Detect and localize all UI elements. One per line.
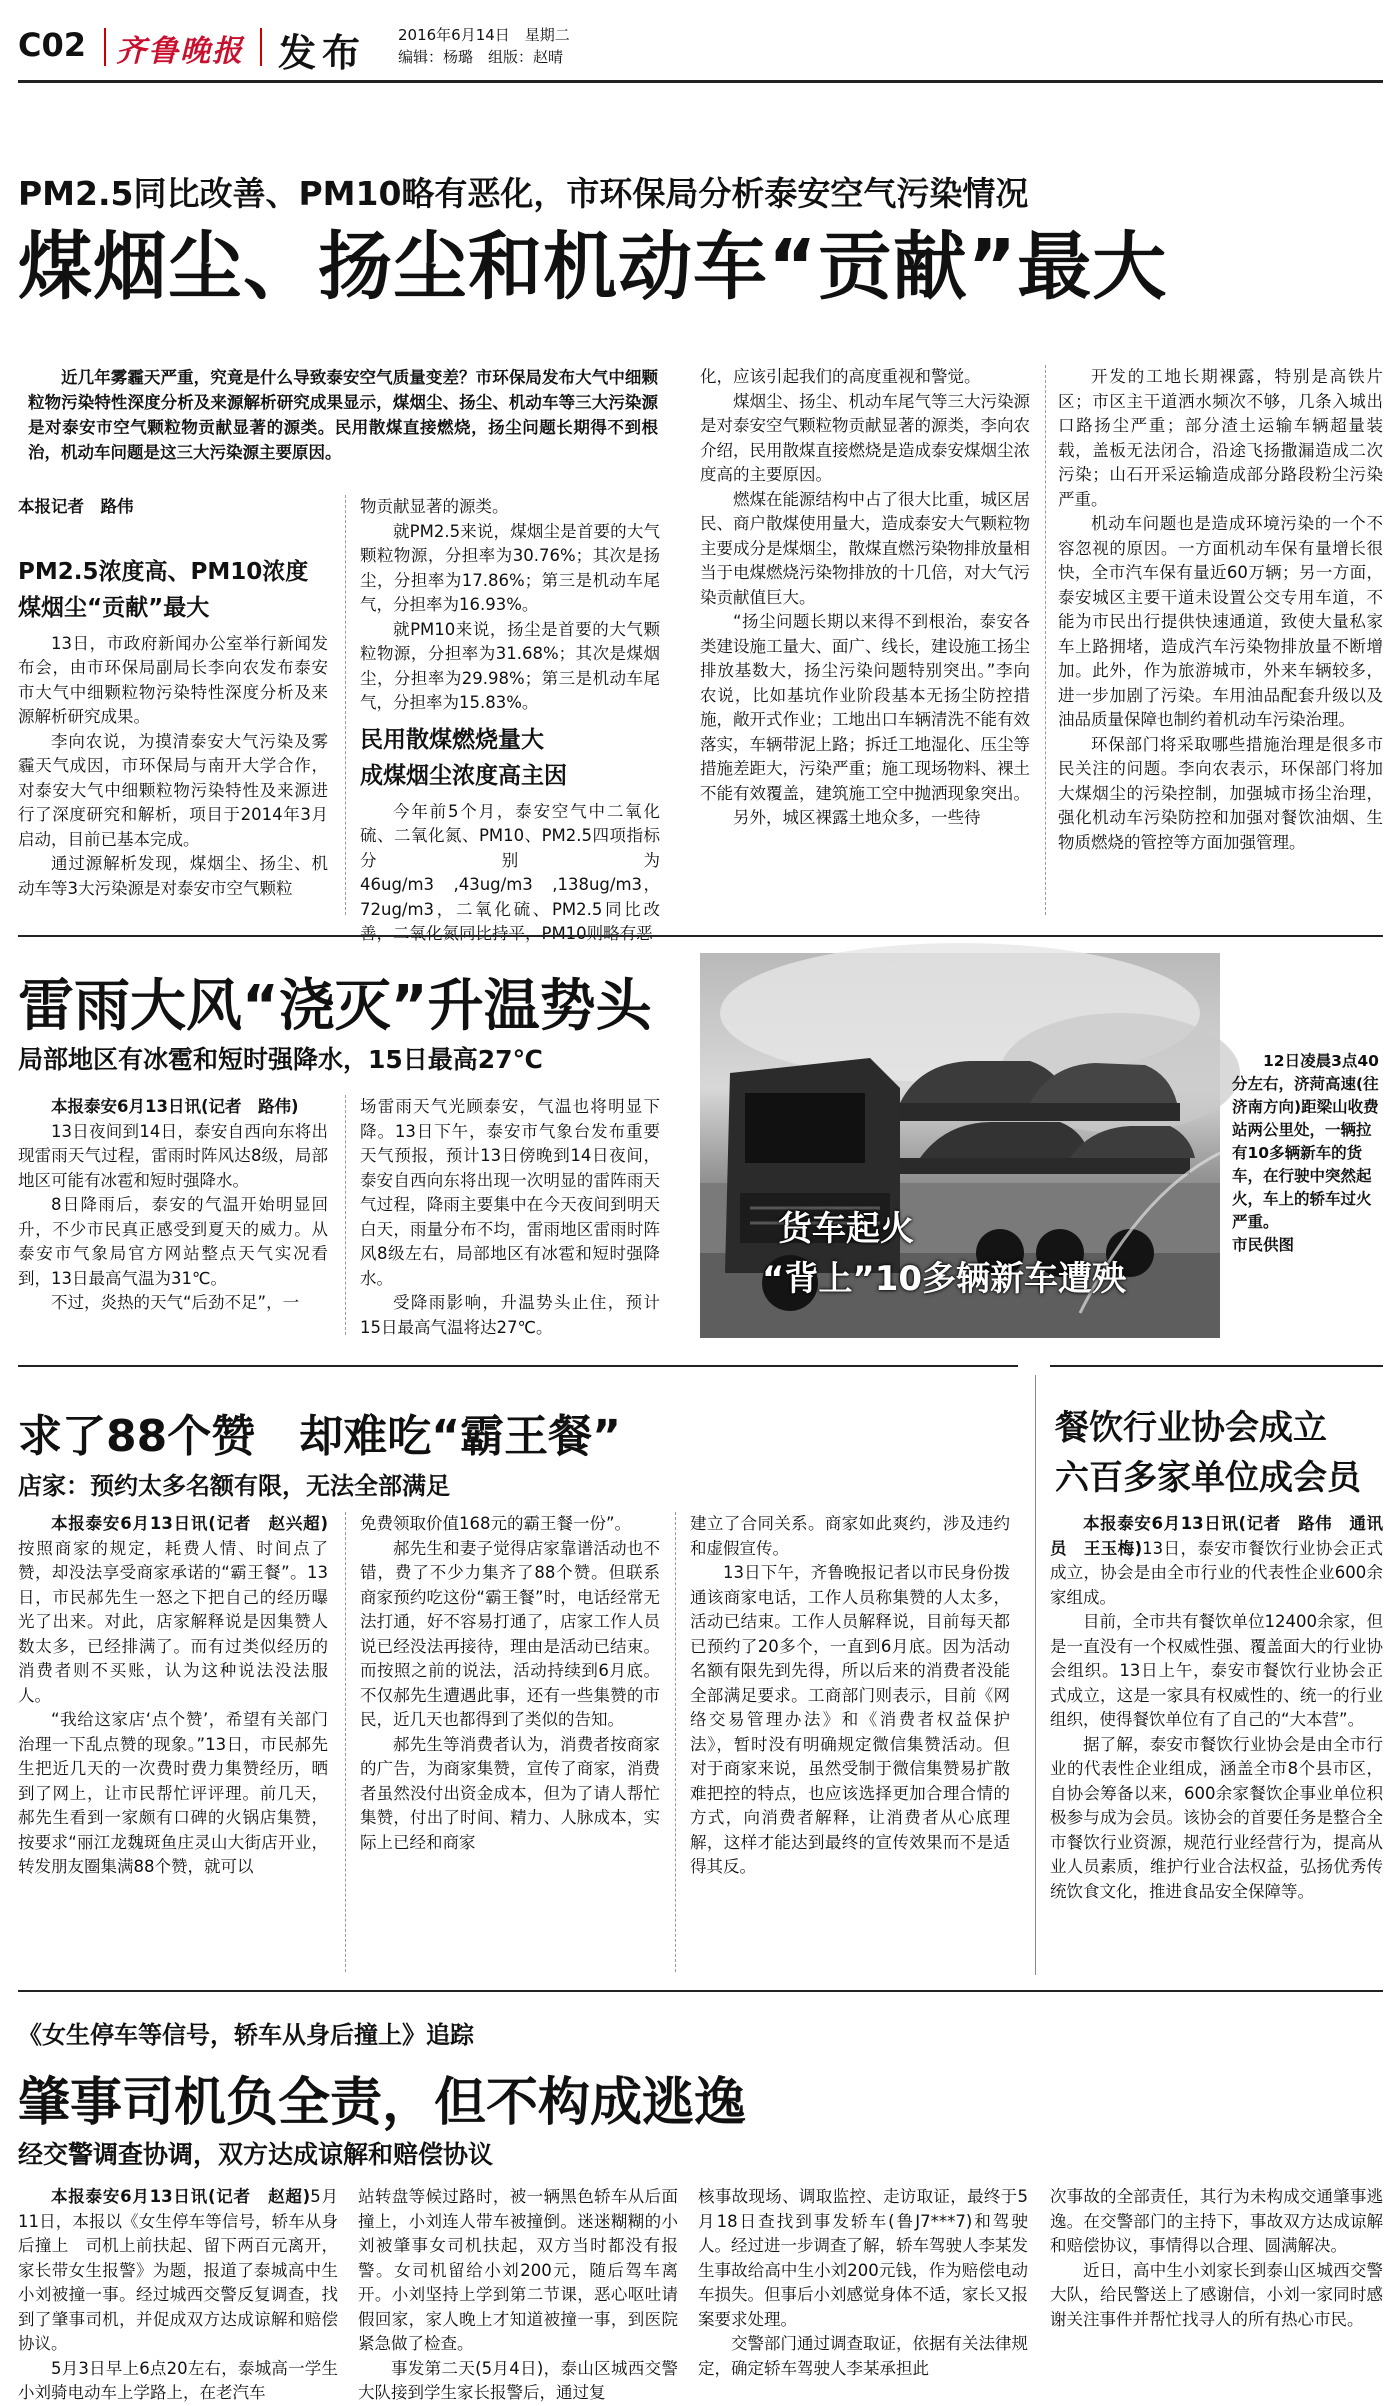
paragraph: 站转盘等候过路时，被一辆黑色轿车从后面撞上，小刘连人带车被撞倒。迷迷糊糊的小刘被肇事女司机扶起，双方当时都没有报警。女司机留给小刘200元，随后驾车离开。小刘坚持上学到第二节课，恶心呕吐请假回家，家人晚上才知道被撞一事，到医院紧急做了检查。 [358, 2187, 678, 2353]
paragraph: 13日下午，齐鲁晚报记者以市民身份拨通该商家电话，工作人员称集赞的人太多，活动已结束。工作人员解释说，目前每天都已预约了20多个，一直到6月底。因为活动名额有限先到先得，所以后来的消费者没能全部满足要求。工商部门则表示，目前《网络交易管理办法》和《消费者权益保护法》，暂时没有明确规定微信集赞活动。但对于商家来说，虽然受制于微信集赞易扩散难把控的特点，也应该选择更加合理合情的方式，向消费者解释，让消费者从心底理解，这样才能达到最终的宣传效果而不是适得其反。 [690, 1563, 1010, 1876]
byline: 本报记者 路伟 [18, 497, 134, 516]
article5-col3 [698, 2185, 1028, 2390]
paragraph: 燃煤在能源结构中占了很大比重，城区居民、商户散煤使用量大，造成泰安大气颗粒物主要成分是煤烟尘，散煤直燃污染物排放量相当于电煤燃烧污染物排放的十几倍，对大气污染贡献值巨大。 [700, 489, 1030, 607]
photo-title-1: 货车起火 [778, 1209, 914, 1249]
paragraph: 今年前5个月，泰安空气中二氧化硫、二氧化氮、PM10、PM2.5四项指标分别为46ug/m3 ,43ug/m3 ,138ug/m3，72ug/m3，二氧化硫、PM2.5同比改善，二氧化氮同比持平，PM10则略有恶 [360, 801, 660, 943]
article1-kicker: PM2.5同比改善、PM10略有恶化，市环保局分析泰安空气污染情况 [18, 174, 1029, 213]
paper-logo: 齐鲁晚报 [116, 34, 244, 69]
article2-subhead: 局部地区有冰雹和短时强降水，15日最高27℃ [18, 1045, 543, 1074]
paragraph: 就PM2.5来说，煤烟尘是首要的大气颗粒物源，分担率为30.76%；其次是扬尘，分担率为17.86%；第三是机动车尾气，分担率为16.93%。 [360, 521, 660, 614]
paragraph [18, 2185, 338, 2357]
paragraph: 13日，市政府新闻办公室举行新闻发布会，由市环保局副局长李向农发布泰安市大气中细颗粒物污染特性深度分析及来源解析研究成果。 [18, 633, 328, 726]
news-photo [700, 953, 1220, 1338]
paragraph: 13日夜间到14日，泰安自西向东将出现雷雨天气过程，雷雨时阵风达8级，局部地区可能有冰雹和短时强降水。 [18, 1121, 328, 1190]
article4-headline-2: 六百多家单位成会员 [1055, 1458, 1361, 1498]
paragraph: 开发的工地长期裸露，特别是高铁片区；市区主干道洒水频次不够，几条入城出口路扬尘严重；部分渣土运输车辆超量装载，盖板无法闭合，沿途飞扬撒漏造成二次污染；山石开采运输造成部分路段粉尘污染严重。 [1058, 367, 1383, 509]
masthead-rule [18, 80, 1383, 83]
paragraph: 机动车问题也是造成环境污染的一个不容忽视的原因。一方面机动车保有量增长很快，全市汽车保有量近60万辆；另一方面，泰安城区主要干道未设置公交专用车道，不能为市民出行提供快速通道，致使大量私家车上路拥堵，造成汽车污染物排放量不断增加。此外，作为旅游城市，外来车辆较多，进一步加剧了污染。车用油品配套升级以及油品质量保障也制约着机动车污染治理。 [1058, 514, 1383, 729]
byline: 本报泰安6月13日讯(记者 路伟 通讯员 王玉梅) [1050, 1514, 1383, 1558]
paragraph: 建立了合同关系。商家如此爽约，涉及违约和虚假宣传。 [690, 1514, 1010, 1558]
article5-col1 [18, 2185, 338, 2402]
subheading: PM2.5浓度高、PM10浓度 煤烟尘“贡献”最大 [18, 558, 309, 621]
paragraph: 不过，炎热的天气“后劲不足”，一 [51, 1293, 300, 1312]
column-rule [1045, 365, 1046, 915]
paragraph: 核事故现场、调取监控、走访取证，最终于5月18日查找到事发轿车(鲁J7***7)和驾驶人。经过进一步调查了解，轿车驾驶人李某发生事故给高中生小刘200元钱，作为赔偿电动车损失。但事后小刘感觉身体不适，家长又报案要求处理。 [698, 2187, 1028, 2329]
paragraph: 事发第二天(5月4日)，泰山区城西交警大队接到学生家长报警后，通过复 [358, 2358, 678, 2402]
photo-caption [1232, 1050, 1382, 1340]
paragraph: 次事故的全部责任，其行为未构成交通肇事逃逸。在交警部门的主持下，事故双方达成谅解和赔偿协议，事情得以合理、圆满解决。 [1050, 2187, 1383, 2255]
column-rule [345, 1095, 346, 1335]
byline: 本报泰安6月13日讯(记者 路伟) [51, 1097, 299, 1116]
paragraph [18, 1512, 328, 1708]
byline: 本报泰安6月13日讯(记者 赵兴超) [51, 1514, 328, 1533]
subheading: 民用散煤燃烧量大 成煤烟尘浓度高主因 [360, 726, 567, 789]
article4-headline-1: 餐饮行业协会成立 [1055, 1408, 1327, 1448]
article5-col2 [358, 2185, 678, 2402]
article5-col4 [1050, 2185, 1383, 2390]
page-code: C02 [18, 26, 87, 64]
paragraph: “扬尘问题长期以来得不到根治，泰安各类建设施工量大、面广、线长，建设施工扬尘排放基数大，扬尘污染问题特别突出。”李向农说，比如基坑作业阶段基本无扬尘防控措施，敞开式作业；工地出口车辆清洗不能有效落实，车辆带泥上路；拆迁工地湿化、压尘等措施差距大，污染严重；施工现场物料、裸土不能有效覆盖，建筑施工空中抛洒现象突出。 [700, 612, 1030, 803]
paragraph: 目前，全市共有餐饮单位12400余家，但是一直没有一个权威性强、覆盖面大的行业协会组织。13日上午，泰安市餐饮行业协会正式成立，这是一家具有权威性的、统一的行业组织，使得餐饮单位有了自己的“大本营”。 [1050, 1612, 1383, 1729]
column-rule [345, 1512, 346, 1972]
paragraph: 通过源解析发现，煤烟尘、扬尘、机动车等3大污染源是对泰安市空气颗粒 [18, 854, 328, 898]
paragraph: 环保部门将采取哪些措施治理是很多市民关注的问题。李向农表示，环保部门将加大煤烟尘的污染控制，加强城市扬尘治理，强化机动车污染防控和加强对餐饮油烟、生物质燃烧的管控等方面加强管理。 [1058, 734, 1383, 852]
photo-title-2: “背上”10多辆新车遭殃 [762, 1259, 1127, 1299]
article3-col1 [18, 1512, 328, 1972]
paragraph: 5月3日早上6点20左右，泰城高一学生小刘骑电动车上学路上，在老汽车 [18, 2358, 338, 2402]
article1-lead [28, 365, 658, 465]
paragraph: 煤烟尘、扬尘、机动车尾气等三大污染源是对泰安空气颗粒物贡献显著的源类，李向农介绍，民用散煤直接燃烧是造成泰安煤烟尘浓度高的主要原因。 [700, 391, 1030, 484]
paragraph: 受降雨影响，升温势头止住，预计15日最高气温将达27℃。 [360, 1293, 660, 1337]
column-rule [1035, 1375, 1036, 1975]
article2-col2 [360, 1095, 660, 1335]
article5-headline: 肇事司机负全责，但不构成逃逸 [18, 2073, 747, 2133]
article3-col2 [360, 1512, 660, 1972]
divider [260, 28, 262, 66]
article2-col1 [18, 1095, 328, 1335]
section-rule [1050, 1365, 1383, 1367]
issue-date: 2016年6月14日 星期二 [398, 26, 570, 44]
article1-col4 [1058, 365, 1383, 915]
article1-col3 [700, 365, 1030, 915]
paragraph: 据了解，泰安市餐饮行业协会是由全市行业的代表性企业组成，涵盖全市8个县市区，自协会筹备以来，600余家餐饮企事业单位积极参与成为会员。该协会的首要任务是整合全市餐饮行业资源，规范行业经营行为，提高从业人员素质，维护行业合法权益，弘扬优秀传统饮食文化，推进食品安全保障等。 [1050, 1734, 1383, 1901]
paragraph: 李向农说，为摸清泰安大气污染及雾霾天气成因，市环保局与南开大学合作，对泰安大气中细颗粒物污染特性及来源进行了深度研究和解析，项目于2014年3月启动，目前已基本完成。 [18, 731, 328, 849]
paragraph: 郝先生等消费者认为，消费者按商家的广告，为商家集赞，宣传了商家，消费者虽然没付出资金成本，但为了请人帮忙集赞，付出了时间、精力、人脉成本，实际上已经和商家 [360, 1734, 660, 1852]
section-rule [18, 1365, 1018, 1367]
paragraph: 场雷雨天气光顾泰安，气温也将明显下降。13日下午，泰安市气象台发布重要天气预报，预计13日傍晚到14日夜间，泰安自西向东将出现一次明显的雷阵雨天气过程，降雨主要集中在今天夜间到明天白天，雨量分布不均，雷雨地区雷雨时阵风8级左右，局部地区有冰雹和短时强降水。 [360, 1097, 660, 1288]
paragraph: 免费领取价值168元的霸王餐一份”。 [360, 1514, 632, 1533]
paragraph-text: 13日，泰安市餐饮行业协会正式成立，协会是由全市行业的代表性企业600余家组成。 [1050, 1538, 1384, 1607]
paragraph-text: 5月11日，本报以《女生停车等信号，轿车从身后撞上 司机上前扶起、留下两百元离开，家长带女生报警》为题，报道了泰城高中生小刘被撞一事。经过城西交警反复调查，找到了肇事司机，并促成双方达成谅解和赔偿协议。 [18, 2187, 338, 2353]
article3-col3 [690, 1512, 1010, 1972]
paragraph: 8日降雨后，泰安的气温开始明显回升，不少市民真正感受到夏天的威力。从泰安市气象局官方网站整点天气实况看到，13日最高气温为31℃。 [18, 1195, 328, 1288]
lead-paragraph: 近几年雾霾天严重，究竟是什么导致泰安空气质量变差？市环保局发布大气中细颗粒物污染特性深度分析及来源解析研究成果显示，煤烟尘、扬尘、机动车等三大污染源是对泰安市空气颗粒物贡献显著的源类。民用散煤直接燃烧，扬尘问题长期得不到根治，机动车问题是这三大污染源主要原因。 [28, 368, 658, 462]
paragraph: 就PM10来说，扬尘是首要的大气颗粒物源，分担率为31.68%；其次是煤烟尘，分担率为29.98%；第三是机动车尾气，分担率为15.83%。 [360, 619, 660, 712]
article4-col [1050, 1512, 1383, 1972]
article2-headline: 雷雨大风“浇灭”升温势头 [18, 974, 652, 1039]
photo-credit: 市民供图 [1232, 1236, 1295, 1254]
section-rule [18, 935, 1383, 937]
article1-col2 [360, 495, 660, 943]
article3-subhead: 店家：预约太多名额有限，无法全部满足 [18, 1472, 450, 1500]
editors-line: 编辑：杨璐 组版：赵晴 [398, 48, 564, 66]
section-name: 发布 [278, 31, 367, 75]
masthead [0, 0, 1395, 80]
paragraph: 另外，城区裸露土地众多，一些待 [733, 808, 981, 827]
paragraph-text: 按照商家的规定，耗费人情、时间点了赞，却没法享受商家承诺的“霸王餐”。13日，市民郝先生一怒之下把自己的经历曝光了出来。对此，店家解释说是因集赞人数太多，已经排满了。而有过类似经历的消费者则不买账，认为这种说法没法服人。 [18, 1538, 328, 1705]
column-rule [345, 495, 346, 915]
paragraph: 化，应该引起我们的高度重视和警觉。 [700, 367, 981, 386]
article1-headline: 煤烟尘、扬尘和机动车“贡献”最大 [18, 224, 1168, 310]
paragraph: 郝先生和妻子觉得店家靠谱活动也不错，费了不少力集齐了88个赞。但联系商家预约吃这份“霸王餐”时，电话经常无法打通，好不容易打通了，店家工作人员说已经没法再接待，理由是活动已结束。而按照之前的说法，活动持续到6月底。不仅郝先生遭遇此事，还有一些集赞的市民，近几天也都得到了类似的告知。 [360, 1538, 660, 1729]
paragraph: “我给这家店‘点个赞’，希望有关部门治理一下乱点赞的现象。”13日，市民郝先生把近几天的一次费时费力集赞经历，晒到了网上，让市民帮忙评评理。前几天，郝先生看到一家颇有口碑的火锅店集赞，按要求“丽江龙魏斑鱼庄灵山大街店开业，转发朋友圈集满88个赞，就可以 [18, 1710, 328, 1876]
byline: 本报泰安6月13日讯(记者 赵超) [51, 2187, 311, 2206]
section-rule [18, 1990, 1383, 1992]
paragraph [1050, 1512, 1383, 1610]
article1-col1 [18, 495, 328, 915]
divider [104, 28, 106, 66]
paragraph: 物贡献显著的源类。 [360, 497, 509, 516]
article5-kicker: 《女生停车等信号，轿车从身后撞上》追踪 [18, 2021, 474, 2049]
paragraph: 近日，高中生小刘家长到泰山区城西交警大队，给民警送上了感谢信，小刘一家同时感谢关注事件并帮忙找寻人的所有热心市民。 [1050, 2260, 1383, 2329]
column-rule [675, 1512, 676, 1972]
article3-headline: 求了88个赞 却难吃“霸王餐” [18, 1411, 622, 1462]
caption-text: 12日凌晨3点40分左右，济菏高速(往济南方向)距梁山收费站两公里处，一辆拉有10多辆新车的货车，在行驶中突然起火，车上的轿车过火严重。 [1232, 1052, 1379, 1231]
paragraph: 交警部门通过调查取证，依据有关法律规定，确定轿车驾驶人李某承担此 [698, 2334, 1028, 2378]
article5-subhead: 经交警调查协调，双方达成谅解和赔偿协议 [18, 2140, 494, 2169]
